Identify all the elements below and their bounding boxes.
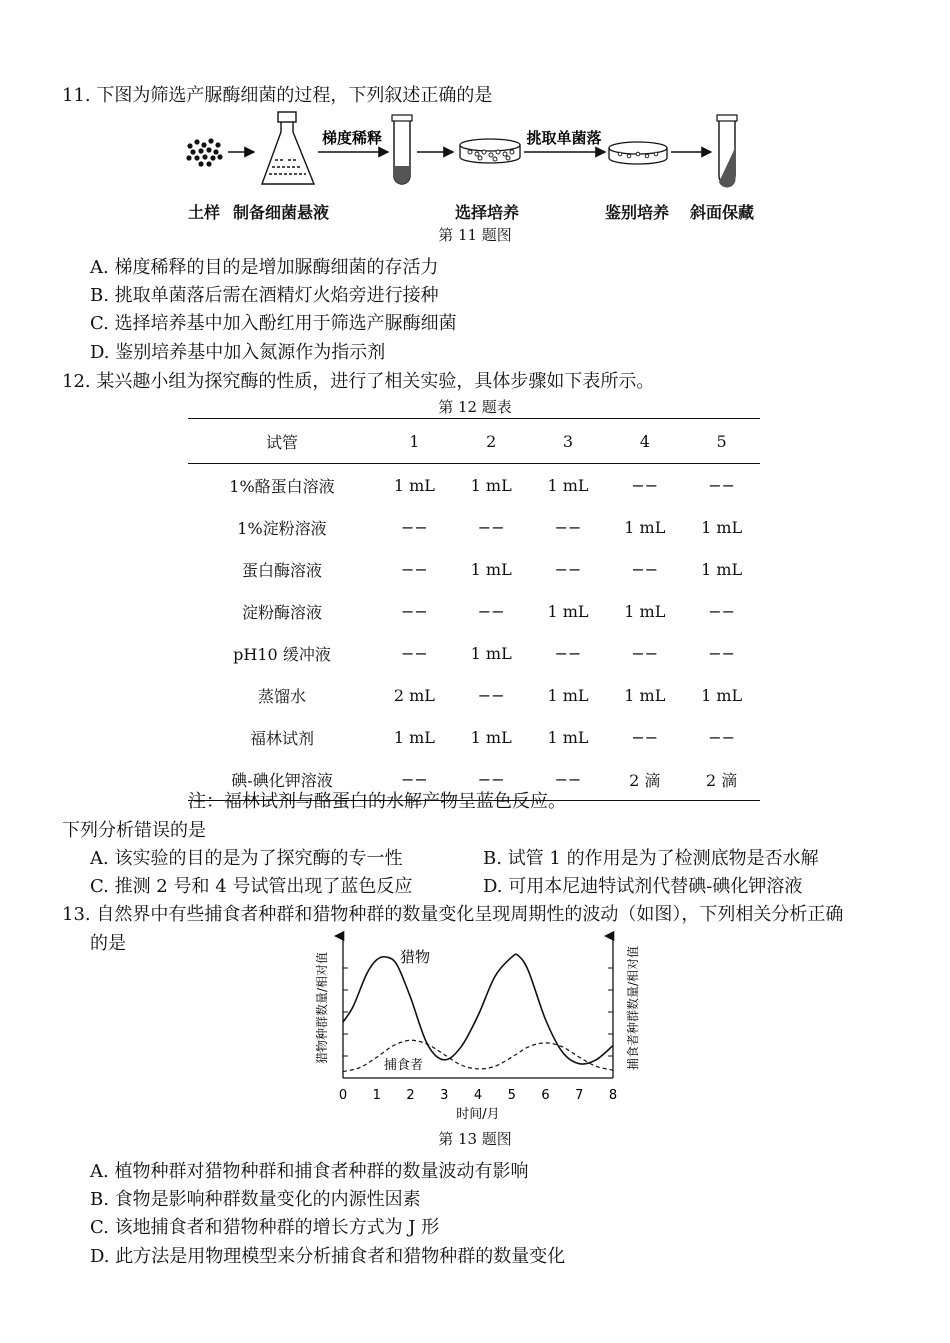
table-cell: 1 mL [547,727,589,747]
soil-sample-icon [186,138,222,166]
table-cell: −− [554,643,582,663]
table-cell: 1%酪蛋白溶液 [229,476,335,496]
label-identification-culture: 鉴别培养 [605,203,670,222]
q12-option-b: B. 试管 1 的作用是为了检测底物是否水解 [483,848,819,869]
q13-caption: 第 13 题图 [438,1130,512,1148]
table-cell: 1 mL [624,601,666,621]
table-cell: 1 mL [393,727,435,747]
table-cell: −− [477,769,505,789]
table-header: 试管 [188,419,376,464]
table-cell: −− [708,475,735,495]
table-cell: 1 mL [470,475,512,495]
table-cell: −− [554,517,582,537]
table-cell: 福林试剂 [249,728,314,748]
q12-prompt: 下列分析错误的是 [62,820,206,841]
x-tick-label: 7 [575,1088,584,1103]
table-cell: 1 mL [701,517,743,537]
arrow-dilution-label: 梯度稀释 [321,129,383,147]
table-header: 5 [683,419,760,464]
petri-dish-icon [609,142,667,164]
x-tick-label: 5 [507,1088,516,1103]
table-row [188,506,760,548]
label-soil: 土样 [188,203,221,222]
table-cell: 1 mL [393,475,435,495]
q12-caption: 第 12 题表 [438,398,512,416]
table-cell: −− [400,769,428,789]
x-tick-label: 4 [473,1088,483,1103]
q13-stem-line1: 13. 自然界中有些捕食者种群和猎物种群的数量变化呈现周期性的波动（如图），下列相关分析正确 [62,904,844,925]
table-header: 2 [453,419,530,464]
table-cell: −− [400,517,428,537]
label-suspension: 制备细菌悬液 [233,203,330,222]
table-cell: 1 mL [547,685,589,705]
table-cell: 1 mL [470,559,512,579]
table-cell: −− [400,559,428,579]
table-header: 4 [606,419,683,464]
q13-option-b: B. 食物是影响种群数量变化的内源性因素 [90,1189,421,1210]
table-cell: 蒸馏水 [257,686,306,706]
table-row [188,674,760,716]
table-cell: 1 mL [701,559,743,579]
q11-option-d: D. 鉴别培养基中加入氮源作为指示剂 [90,342,386,363]
legend-prey-label: 猎物 [400,948,431,966]
arrow-pick-label: 挑取单菌落 [526,129,602,147]
table-cell: 1 mL [470,643,512,663]
q12-note: 注：福林试剂与酪蛋白的水解产物呈蓝色反应。 [188,791,566,812]
table-cell: −− [477,601,505,621]
x-tick-label: 2 [406,1088,415,1103]
table-row [188,548,760,590]
q13-chart-svg [312,928,652,1128]
q12-option-d: D. 可用本尼迪特试剂代替碘-碘化钾溶液 [483,876,803,897]
y-ticks [343,968,613,1056]
table-cell: −− [554,769,582,789]
q13-chart [312,928,652,1128]
q11-caption: 第 11 题图 [438,226,512,244]
table-cell: 淀粉酶溶液 [241,602,322,622]
q13-option-a: A. 植物种群对猎物种群和捕食者种群的数量波动有影响 [90,1161,529,1182]
slant-tube-icon [717,115,737,188]
table-cell: −− [708,643,735,663]
table-cell: 1 mL [547,475,589,495]
table-cell: 1 mL [624,517,666,537]
table-header: 3 [530,419,607,464]
q11-option-a: A. 梯度稀释的目的是增加脲酶细菌的存活力 [90,257,439,278]
table-cell: 1 mL [624,685,666,705]
table-cell: −− [554,559,582,579]
table-cell: −− [477,517,505,537]
q12-option-a: A. 该实验的目的是为了探究酶的专一性 [90,848,403,869]
table-cell: −− [708,601,735,621]
q13-option-d: D. 此方法是用物理模型来分析捕食者和猎物种群的数量变化 [90,1246,566,1267]
test-tube-icon [392,115,412,184]
label-slant-storage: 斜面保藏 [690,203,755,222]
table-cell: 蛋白酶溶液 [241,560,322,580]
table-cell: −− [400,643,428,663]
table-header: 1 [376,419,453,464]
q11-stem: 11. 下图为筛选产脲酶细菌的过程，下列叙述正确的是 [62,85,493,106]
table-row [188,590,760,632]
x-tick-label: 6 [541,1088,550,1103]
table-header-row [188,419,760,464]
x-tick-label: 3 [440,1088,449,1103]
table-cell: −− [708,727,735,747]
table-row [188,632,760,674]
table-row [188,464,760,507]
q11-option-c: C. 选择培养基中加入酚红用于筛选产脲酶细菌 [90,313,457,334]
flask-icon [262,112,314,184]
q13-option-c: C. 该地捕食者和猎物种群的增长方式为 J 形 [90,1217,440,1238]
petri-dish-icon [460,139,520,163]
y-axis-label-left: 猎物种群数量/相对值 [315,951,329,1065]
table-cell: −− [631,559,659,579]
x-tick-label: 8 [608,1088,618,1103]
label-selective-culture: 选择培养 [455,203,520,222]
table-row [188,716,760,758]
x-axis-label: 时间/月 [456,1107,500,1122]
table-cell: 2 滴 [629,770,661,790]
y-axis-label-right: 捕食者种群数量/相对值 [626,945,640,1071]
table-cell: 1 mL [547,601,589,621]
q12-stem: 12. 某兴趣小组为探究酶的性质，进行了相关实验，具体步骤如下表所示。 [62,371,655,392]
table-cell: −− [400,601,428,621]
table-cell: −− [631,643,659,663]
table-cell: pH10 缓冲液 [233,644,331,664]
table-cell: 碘-碘化钾溶液 [231,770,333,790]
legend-predator-label: 捕食者 [384,1058,424,1073]
table-cell: 1 mL [470,727,512,747]
q11-option-b: B. 挑取单菌落后需在酒精灯火焰旁进行接种 [90,285,439,306]
q12-option-c: C. 推测 2 号和 4 号试管出现了蓝色反应 [90,876,413,897]
x-tick-label: 0 [338,1088,348,1103]
q13-stem-line2: 的是 [90,933,126,954]
series-prey-line [343,954,613,1064]
x-tick-label: 1 [372,1088,381,1103]
table-cell: −− [631,727,659,747]
table-cell: 1 mL [701,685,743,705]
x-tick-labels [339,1088,617,1103]
table-cell: 2 滴 [705,770,738,790]
table-cell: 2 mL [393,685,435,705]
q12-table [188,418,760,801]
table-cell: 1%淀粉溶液 [237,518,327,538]
table-cell: −− [477,685,505,705]
table-cell: −− [631,475,659,495]
